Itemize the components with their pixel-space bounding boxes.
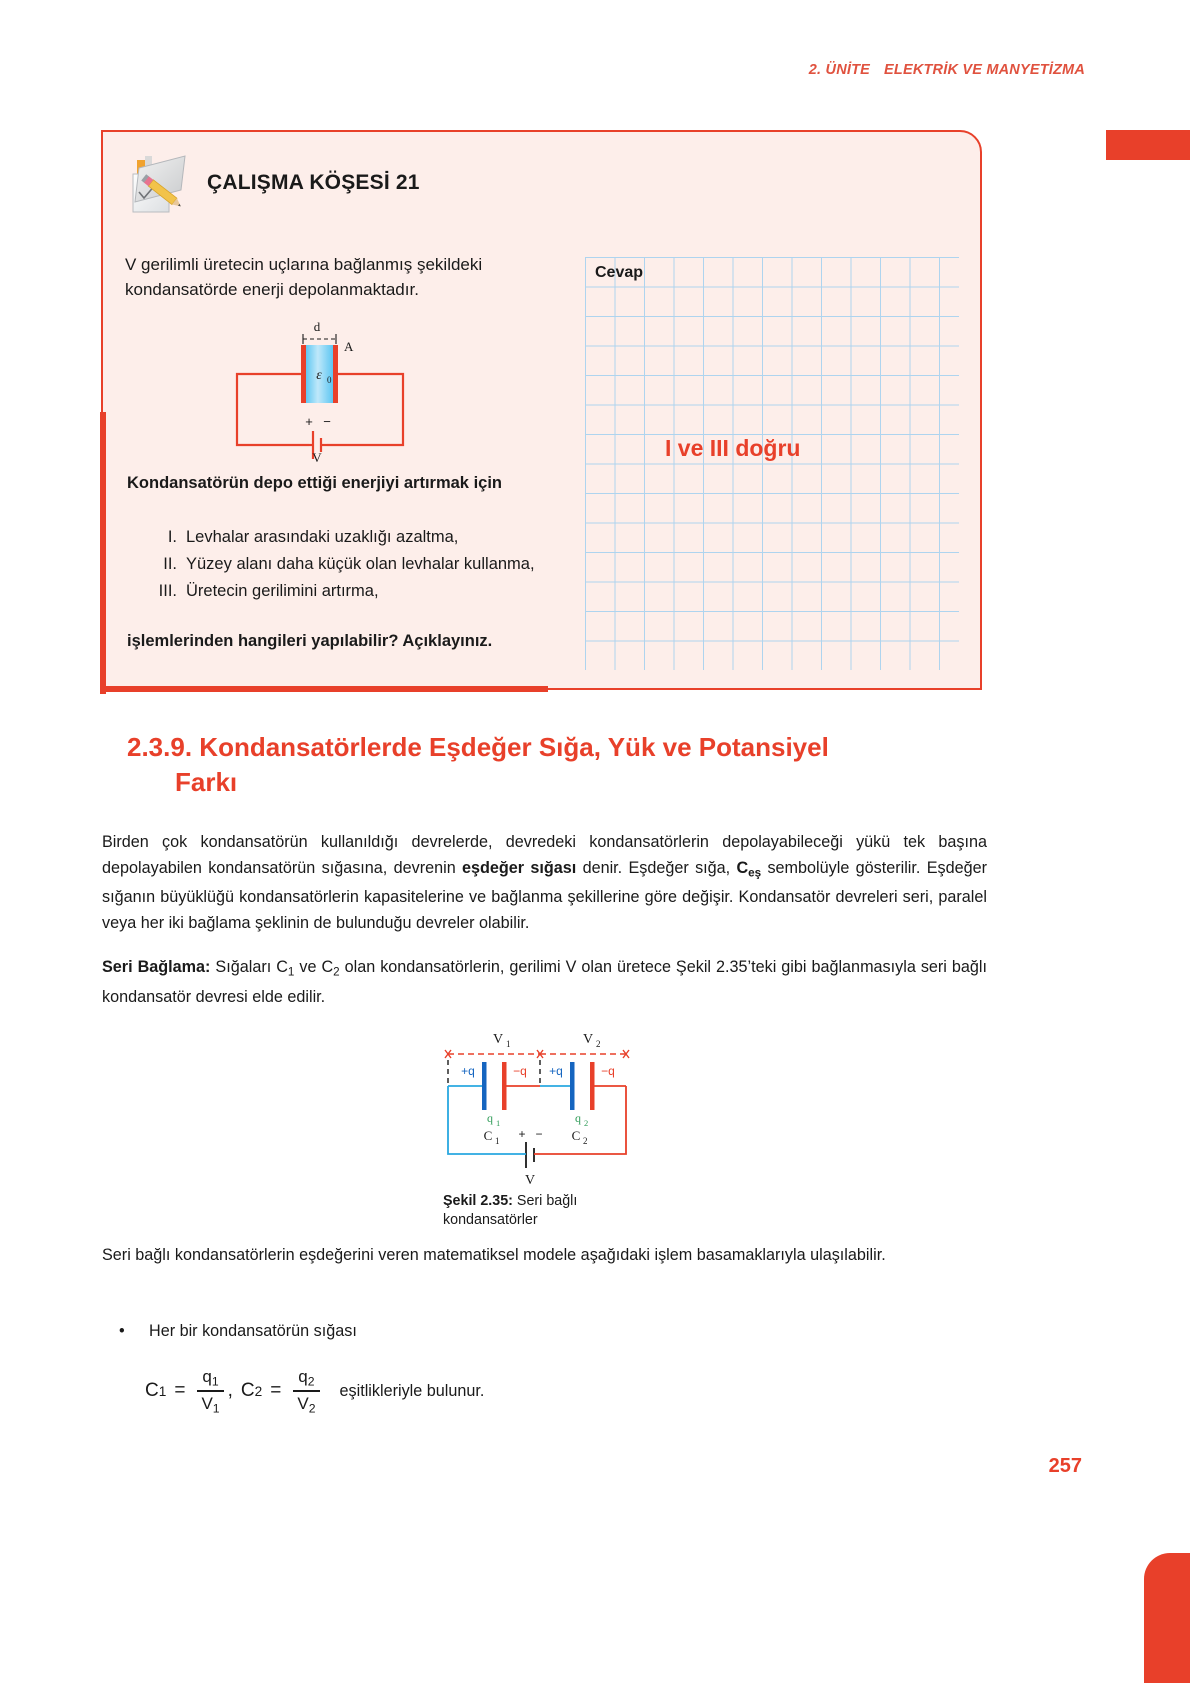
formula-c1: C [145, 1380, 159, 1401]
fraction-numerator: $q_1$ [202, 1366, 219, 1389]
svg-text:q: q [575, 1111, 581, 1125]
fraction-q1-v1 [197, 1367, 223, 1416]
svg-text:V: V [492, 1032, 504, 1047]
p1-part-c: denir. Eşdeğer sığa, [576, 858, 737, 877]
svg-text:2: 2 [583, 1136, 588, 1146]
p2-bold-term: Seri Bağlama: [102, 958, 211, 976]
answer-label: Cevap [595, 264, 644, 281]
svg-text:+q: +q [461, 1064, 475, 1078]
exercise-lead: Kondansatörün depo ettiği enerjiyi artırmak için [127, 474, 502, 492]
svg-text:C: C [483, 1128, 493, 1143]
exercise-left-accent-bar [100, 412, 106, 694]
svg-text:−q: −q [601, 1064, 615, 1078]
page-number: 257 [1048, 1455, 1082, 1477]
svg-text:d: d [313, 319, 321, 334]
formula-eq1: = [174, 1380, 186, 1401]
option-text: Levhalar arasındaki uzaklığı azaltma, [186, 528, 459, 546]
svg-text:2: 2 [596, 1039, 601, 1049]
list-item [133, 551, 585, 578]
paragraph-equivalent-capacitance [102, 830, 987, 936]
bullet-dot: • [119, 1322, 125, 1340]
paragraph-derivation-intro: Seri bağlı kondansatörlerin eşdeğerini veren matematiksel modele aşağıdaki işlem basamaklarıyla ulaşılabilir. [102, 1246, 886, 1264]
option-text: Üretecin gerilimini artırma, [186, 582, 379, 600]
capacitance-formula [145, 1366, 484, 1416]
p2-part-b: Sığaları C [210, 958, 288, 976]
svg-text:+q: +q [549, 1064, 563, 1078]
answer-grid[interactable] [585, 257, 959, 670]
bullet-text: Her bir kondansatörün sığası [149, 1322, 357, 1340]
svg-text:−: − [535, 1127, 543, 1141]
svg-text:ε: ε [316, 368, 322, 383]
fraction-denominator: $V_2$ [297, 1393, 316, 1416]
svg-text:1: 1 [496, 1118, 501, 1128]
fraction-numerator: $q_2$ [298, 1366, 315, 1389]
page-tab-top [1106, 130, 1190, 160]
svg-text:−q: −q [513, 1064, 527, 1078]
paragraph-series-connection [102, 955, 987, 1010]
answer-text: I ve III doğru [665, 435, 801, 461]
p2-sub-1: 1 [287, 965, 295, 979]
option-number: II. [163, 555, 177, 573]
p1-symbol-sub: eş [748, 865, 762, 879]
exercise-box [101, 130, 982, 690]
page-tab-bottom [1144, 1553, 1190, 1683]
svg-text:1: 1 [495, 1136, 500, 1146]
formula-comma: , [227, 1380, 233, 1401]
svg-text:V: V [312, 450, 322, 462]
section-number: 2.3.9. [127, 732, 193, 762]
bullet-item [119, 1322, 619, 1341]
list-item [133, 578, 585, 605]
p1-bold-term: eşdeğer sığası [462, 858, 577, 877]
exercise-header [125, 148, 420, 218]
page-title [127, 730, 967, 800]
section-title-line1: Kondansatörlerde Eşdeğer Sığa, Yük ve Potansiyel [199, 732, 829, 762]
option-text: Yüzey alanı daha küçük olan levhalar kullanma, [186, 555, 535, 573]
list-item [133, 524, 585, 551]
p1-symbol: C [736, 858, 749, 877]
capacitor-circuit-figure [213, 317, 433, 462]
svg-text:0: 0 [327, 375, 332, 385]
option-number: I. [167, 528, 177, 546]
svg-text:+: + [305, 414, 313, 429]
fraction-denominator: $V_1$ [201, 1393, 220, 1416]
fraction-bar [293, 1390, 319, 1392]
exercise-bottom-accent-bar [100, 686, 548, 692]
svg-text:V: V [582, 1032, 594, 1047]
p2-part-c: ve C [294, 958, 334, 976]
exercise-title: ÇALIŞMA KÖŞESİ 21 [207, 171, 420, 194]
figure-caption-text: Seri bağlı kondansatörler [443, 1193, 578, 1228]
svg-text:−: − [323, 414, 331, 429]
series-capacitor-figure [430, 1030, 680, 1190]
p1-part-a: Birden çok kondansatörün kullanıldığı devrelerde, devredeki kondansatörlerin depolayabileceği yükü tek başına depolayabilen kondansatörün sığasına, devrenin [102, 833, 987, 877]
svg-text:1: 1 [506, 1039, 511, 1049]
p2-sub-2: 2 [333, 965, 340, 979]
p1-part-e: sembolüyle gösterilir. Eşdeğer sığanın büyüklüğü kondansatörlerin kapasitelerine ve bağlanma şekillerine göre değişir. Kondansatör devreleri seri, paralel veya her iki bağlama şeklinin de bulunduğu devreler olabilir. [102, 858, 987, 932]
section-title-line2: Farkı [175, 767, 238, 797]
svg-text:+: + [518, 1127, 526, 1141]
formula-c2-sub: 2 [254, 1383, 263, 1399]
running-header-topic: ELEKTRİK VE MANYETİZMA [884, 62, 1085, 78]
p2-part-d: olan kondansatörlerin, gerilimi V olan üretece Şekil 2.35’teki gibi bağlanmasıyla seri bağlı kondansatör devresi elde edilir. [102, 958, 987, 1006]
exercise-ask: işlemlerinden hangileri yapılabilir? Açıklayınız. [127, 632, 493, 650]
exercise-options [133, 524, 585, 605]
option-number: III. [158, 582, 177, 600]
exercise-question: V gerilimli üretecin uçlarına bağlanmış şekildeki kondansatörde enerji depolanmaktadır. [125, 255, 483, 299]
svg-text:q: q [487, 1111, 493, 1125]
svg-text:C: C [571, 1128, 581, 1143]
running-header [809, 62, 1085, 78]
svg-text:V: V [524, 1173, 536, 1188]
svg-text:A: A [344, 339, 354, 354]
formula-eq2: = [270, 1380, 282, 1401]
formula-c2: C [240, 1380, 255, 1401]
figure-caption-label: Şekil 2.35: [443, 1193, 513, 1209]
figure-caption [443, 1192, 658, 1230]
svg-text:2: 2 [584, 1118, 589, 1128]
fraction-q2-v2 [293, 1367, 319, 1416]
formula-tail-text: eşitlikleriyle bulunur. [339, 1381, 485, 1400]
fraction-bar [197, 1390, 223, 1392]
formula-c1-sub: 1 [158, 1383, 167, 1399]
note-pencil-icon [125, 148, 191, 218]
running-header-unit: 2. ÜNİTE [808, 62, 871, 78]
